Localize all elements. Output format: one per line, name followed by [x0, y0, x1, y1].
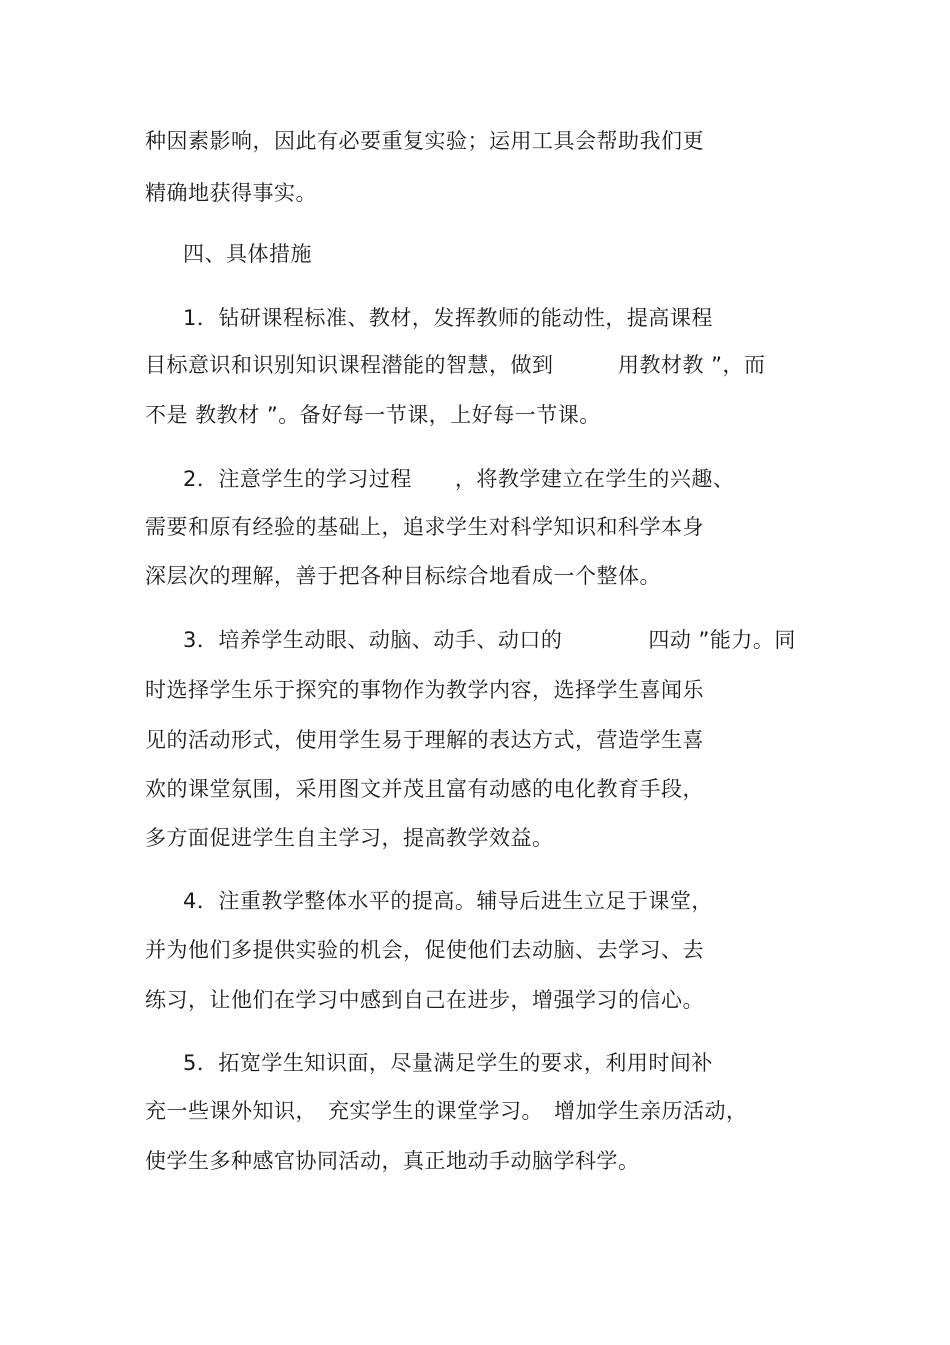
list-item-2-line: 需要和原有经验的基础上，追求学生对科学知识和科学本身	[145, 515, 704, 539]
list-item-3-line: 见的活动形式，使用学生易于理解的表达方式，营造学生喜	[145, 728, 704, 752]
list-item-5-line: 5．拓宽学生知识面，尽量满足学生的要求，利用时间补	[183, 1051, 713, 1075]
list-item-3-line: 多方面促进学生自主学习，提高教学效益。	[145, 826, 554, 850]
list-item-4-line: 练习，让他们在学习中感到自己在进步，增强学习的信心。	[145, 988, 704, 1012]
list-item-5-line: 使学生多种感官协同活动，真正地动手动脑学科学。	[145, 1149, 640, 1173]
list-item-2-line: 2．注意学生的学习过程 ，将教学建立在学生的兴趣、	[183, 467, 735, 491]
list-item-1-line: 1．钻研课程标准、教材，发挥教师的能动性，提高课程	[183, 306, 713, 330]
list-item-5-line: 充一些课外知识， 充实学生的课堂学习。 增加学生亲历活动，	[145, 1099, 748, 1123]
list-item-3-line: 3．培养学生动眼、动脑、动手、动口的 四动 ”能力。同	[183, 628, 796, 652]
section-heading: 四、具体措施	[183, 242, 312, 266]
list-item-2-line: 深层次的理解，善于把各种目标综合地看成一个整体。	[145, 564, 661, 588]
list-item-1-line: 目标意识和识别知识课程潜能的智慧，做到 用教材教 ”，而	[145, 353, 766, 377]
list-item-4-line: 4．注重教学整体水平的提高。辅导后进生立足于课堂，	[183, 889, 713, 913]
list-item-4-line: 并为他们多提供实验的机会，促使他们去动脑、去学习、去	[145, 938, 704, 962]
list-item-3-line: 欢的课堂氛围，采用图文并茂且富有动感的电化教育手段，	[145, 777, 704, 801]
body-text-line: 种因素影响，因此有必要重复实验；运用工具会帮助我们更	[145, 129, 704, 153]
list-item-1-line: 不是 教教材 ”。备好每一节课，上好每一节课。	[145, 403, 601, 427]
body-text-line: 精确地获得事实。	[145, 181, 317, 205]
list-item-3-line: 时选择学生乐于探究的事物作为教学内容，选择学生喜闻乐	[145, 678, 704, 702]
